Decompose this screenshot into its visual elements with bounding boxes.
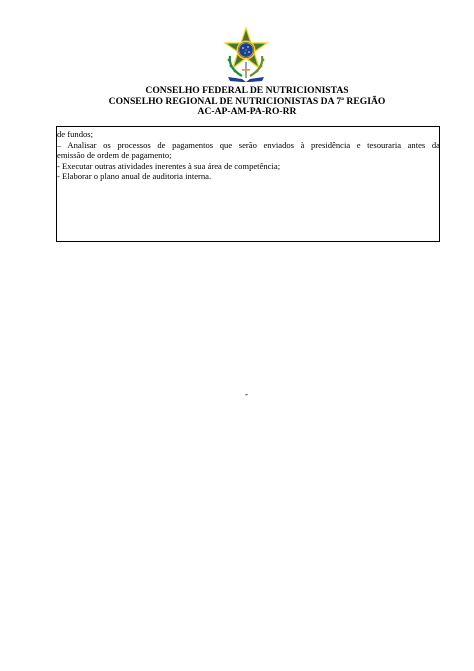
list-item-executar: - Executar outras atividades inerentes à sua área de competência; (57, 160, 281, 171)
list-item-elaborar: - Elaborar o plano anual de auditoria interna. (57, 171, 212, 181)
responsibilities-text (57, 129, 440, 182)
list-item-analisar-part1: – Analisar os processos de pagamentos que serão enviados à presidência e tesouraria antes da (57, 139, 440, 150)
header-line-regional-council: CONSELHO REGIONAL DE NUTRICIONISTAS DA 7ª REGIÃO (108, 95, 386, 107)
document-header (0, 86, 474, 118)
page-mark: - (245, 389, 248, 399)
header-line-states: AC-AP-AM-PA-RO-RR (197, 106, 297, 118)
responsibilities-box (56, 126, 440, 242)
list-item-analisar-part2: emissão de ordem de pagamento; (57, 150, 172, 160)
header-line-federal-council: CONSELHO FEDERAL DE NUTRICIONISTAS (145, 85, 349, 96)
coat-of-arms-icon (220, 26, 272, 84)
text-line-fundos: de fundos; (57, 129, 94, 139)
